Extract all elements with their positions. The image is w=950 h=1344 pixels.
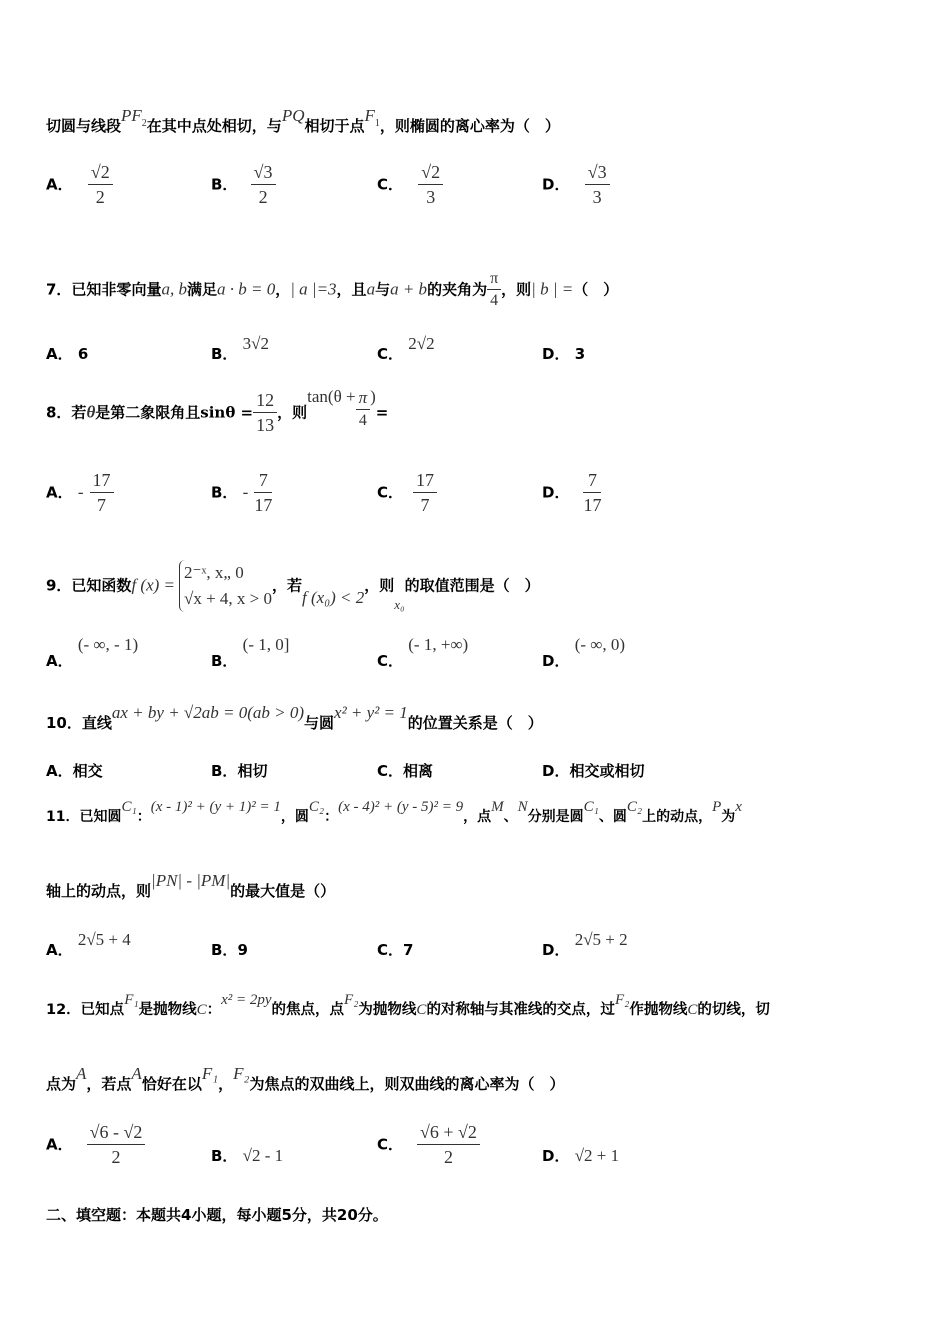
q9-stem: 9．已知函数f (x) = 2⁻ˣ, x„ 0 √x + 4, x > 0 ，若f (x₀) < 2，则x₀的取值范围是（ ） [46,560,540,612]
q6-option-d[interactable]: D． $\frac{√3}{3}$ [542,162,610,208]
piecewise-brace: 2⁻ˣ, x„ 0 √x + 4, x > 0 [179,560,272,612]
q12-option-c[interactable]: C． $\frac{√6 + √2}{2}$ [377,1122,480,1168]
q7-option-d[interactable]: D． 3 [542,345,586,363]
q12-stem-line1: 12．已知点F₁是抛物线C：x² = 2py的焦点，点F₂为抛物线C的对称轴与其准线的交点，过F₂作抛物线C的切线，切 [46,992,770,1018]
q11-stem-line2: 轴上的动点，则|PN| - |PM|的最大值是（） [46,871,336,900]
q12-stem-line2: 点为A，若点A恰好在以F₁，F₂为焦点的双曲线上，则双曲线的离心率为（ ） [46,1064,565,1093]
q11-option-d[interactable]: D． 2√5 + 2 [542,930,628,959]
q12-option-a[interactable]: A． $\frac{√6 - √2}{2}$ [46,1122,145,1168]
q10-option-a[interactable]: A．相交 [46,762,103,780]
q9-option-a[interactable]: A． (- ∞, - 1) [46,635,139,670]
q7-option-c[interactable]: C． 2√2 [377,334,435,363]
q10-option-c[interactable]: C．相离 [377,762,434,780]
q7-option-b[interactable]: B． 3√2 [211,334,270,363]
q10-option-b[interactable]: B．相切 [211,762,268,780]
q9-option-c[interactable]: C． (- 1, +∞) [377,635,469,670]
section-2-heading: 二、填空题：本题共4小题，每小题5分，共20分。 [46,1206,388,1224]
q9-option-b[interactable]: B． (- 1, 0] [211,635,290,670]
q7-stem: 7．已知非零向量a, b满足a · b = 0，| a |=3，且a与a + b的夹角为 $\frac{\pi}{4}$ ，则| b | =（ ） [46,270,619,309]
q11-option-c[interactable]: C．7 [377,941,414,959]
q6-option-a[interactable]: A． $\frac{√2}{2}$ [46,162,113,208]
q9-option-d[interactable]: D． (- ∞, 0) [542,635,626,670]
q8-stem: 8．若θ是第二象限角且sinθ = $\frac{12}{13}$ ，则tan(θ + $\frac{\pi}{4}$ )= [46,386,389,435]
q6-option-c[interactable]: C． $\frac{√2}{3}$ [377,162,443,208]
q10-option-d[interactable]: D．相交或相切 [542,762,645,780]
q12-option-d[interactable]: D． √2 + 1 [542,1146,620,1165]
q12-option-b[interactable]: B． √2 - 1 [211,1146,284,1165]
q11-option-b[interactable]: B．9 [211,941,248,959]
q8-option-d[interactable]: D． $\frac{7}{17}$ [542,470,602,515]
q10-stem: 10．直线ax + by + √2ab = 0(ab > 0)与圆x² + y² = 1的位置关系是（ ） [46,703,543,732]
q8-option-a[interactable]: A． - $\frac{17}{7}$ [46,470,114,516]
q7-option-a[interactable]: A． 6 [46,345,89,363]
q6-stem: 切圆与线段$PF_2$在其中点处相切，与PQ相切于点$F_1$，则椭圆的离心率为（ ） [46,106,560,135]
q8-option-c[interactable]: C． $\frac{17}{7}$ [377,470,437,516]
q11-option-a[interactable]: A． 2√5 + 4 [46,930,131,959]
q11-stem-line1: 11．已知圆C₁：(x - 1)² + (y + 1)² = 1，圆C₂：(x - 4)² + (y - 5)² = 9，点M、N分别是圆C₁、圆C₂上的动点，P为x [46,799,742,825]
q8-option-b[interactable]: B． - $\frac{7}{17}$ [211,470,273,515]
q6-option-b[interactable]: B． $\frac{√3}{2}$ [211,162,276,208]
